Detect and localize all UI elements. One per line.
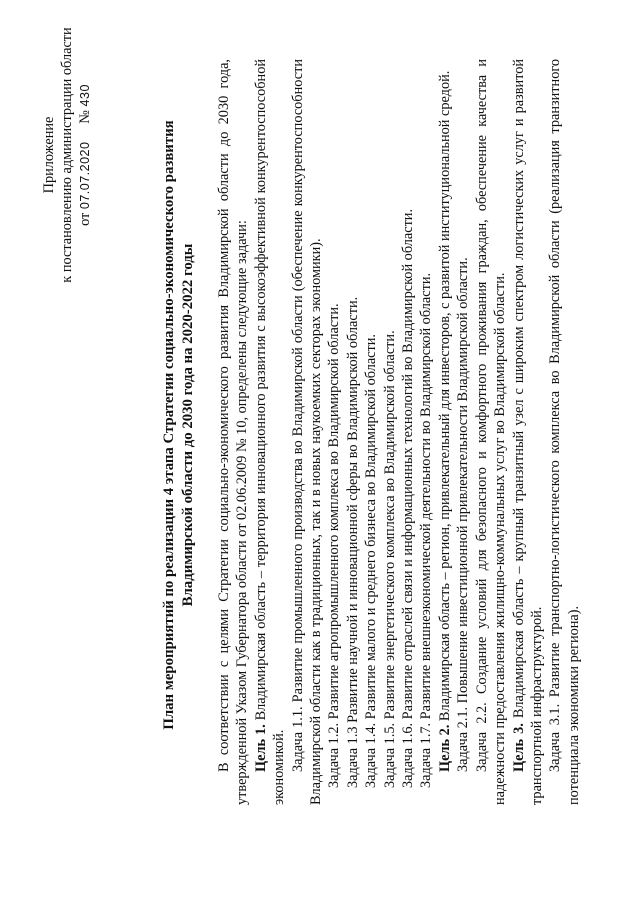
goal-3-paragraph bbox=[510, 59, 547, 805]
task-1-5: Задача 1.5. Развитие энергетического комплекса во Владимирской области. bbox=[381, 330, 398, 788]
resolution-date: 07.07.2020 bbox=[78, 141, 92, 210]
goal-1-label: Цель 1. bbox=[252, 724, 269, 772]
task-1-7: Задача 1.7. Развитие внешнеэкономической деятельности во Владимирской области. bbox=[418, 272, 435, 788]
appendix-heading: Приложение bbox=[41, 116, 57, 194]
task-1-3: Задача 1.3 Развитие научной и инновационной сферы во Владимирской области. bbox=[344, 296, 361, 788]
goal-1-text: Владимирская область – территория инновационного развития с высокоэффективной конкурентоспособной экономикой. bbox=[252, 59, 288, 805]
task-2-2: Задача 2.2. Создание условий для безопасного и комфортного проживания граждан, обеспечение качества и надежности предоставления жилищно-коммунальных услуг во Владимирской области. bbox=[473, 59, 509, 805]
goal-3-label: Цель 3. bbox=[510, 723, 527, 772]
task-1-2: Задача 1.2. Развитие агропромышленного комплекса во Владимирской области. bbox=[326, 303, 343, 788]
title-line-2: Владимирской области до 2030 года на 2020-2022 годы bbox=[179, 243, 196, 607]
appendix-resolution-line: к постановлению администрации области bbox=[59, 27, 75, 283]
goal-3-text: Владимирская область – крупный транзитный узел с широким спектром логистических услуг и развитой транспортной инфраструктурой. bbox=[510, 59, 545, 805]
task-2-1: Задача 2.1. Повышение инвестиционной привлекательности Владимирской области. bbox=[455, 257, 472, 772]
goal-2-label: Цель 2. bbox=[436, 724, 453, 772]
goal-2-text: Владимирская область – регион, привлекательный для инвесторов, с развитой институциональной средой. bbox=[436, 70, 453, 725]
task-1-4: Задача 1.4. Развитие малого и среднего бизнеса во Владимирской области. bbox=[363, 334, 380, 788]
number-sign: № bbox=[77, 110, 93, 124]
goal-1-paragraph bbox=[252, 59, 289, 805]
appendix-date-line bbox=[76, 5, 94, 305]
document-body bbox=[215, 59, 583, 805]
appendix-block bbox=[40, 5, 94, 305]
goal-2-paragraph bbox=[436, 59, 454, 805]
resolution-number: 430 bbox=[78, 84, 92, 107]
date-prefix: от bbox=[77, 212, 93, 226]
document-title bbox=[160, 115, 197, 735]
intro-paragraph: В соответствии с целями Стратегии социально-экономического развития Владимирской области до 2030 года, утвержденной Указом Губернатора области от 02.06.2009 № 10, определены следующие задачи: bbox=[216, 59, 251, 805]
task-1-1: Задача 1.1. Развитие промышленного производства во Владимирской области (обеспечение конкурентоспособности Владимирской области как в традиционных, так и в новых наукоемких секторах экономики). bbox=[289, 59, 325, 805]
title-line-1: План мероприятий по реализации 4 этапа Стратегии социально-экономического развития bbox=[161, 120, 177, 730]
task-3-1: Задача 3.1. Развитие транспортно-логистического комплекса во Владимирской области (реализация транзитного потенциала экономики региона). bbox=[547, 59, 582, 805]
task-1-6: Задача 1.6. Развитие отраслей связи и информационных технологий во Владимирской области. bbox=[400, 208, 417, 788]
